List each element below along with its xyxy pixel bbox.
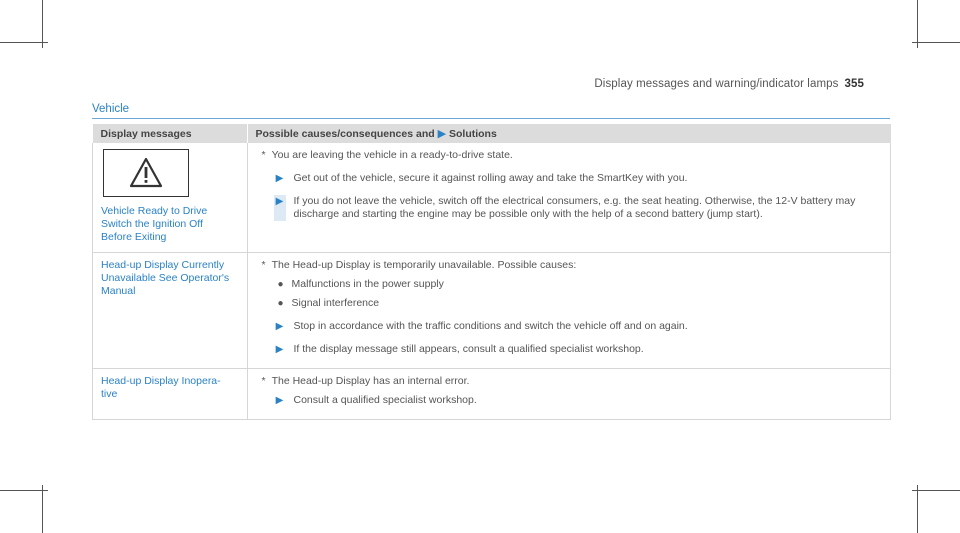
crop-mark (42, 0, 43, 48)
section-rule (92, 118, 890, 119)
crop-mark (917, 0, 918, 48)
warning-triangle-icon (103, 149, 189, 197)
col-header-causes: Possible causes/consequences and (255, 128, 435, 140)
cause-text: * The Head-up Display has an internal error. (261, 375, 470, 387)
message-name-line: Unavailable See Operator's (101, 272, 230, 284)
message-name-line: Head-up Display Inopera- (101, 375, 221, 387)
cause-bullet: ● Signal interference (277, 297, 380, 309)
message-name-line: Before Exiting (101, 231, 167, 243)
section-title: Vehicle (92, 103, 130, 115)
table-header-row (93, 124, 891, 143)
message-cell (93, 143, 248, 253)
page-header-title: Display messages and warning/indicator lamps (594, 78, 839, 90)
action-arrow-icon: ▶ (275, 173, 284, 184)
messages-table (92, 124, 891, 420)
message-name-line: tive (101, 388, 118, 400)
page-number: 355 (844, 78, 864, 90)
cause-text: * You are leaving the vehicle in a ready-to-drive state. (261, 149, 513, 161)
action-arrow-icon: ▶ (274, 195, 286, 221)
action-arrow-icon: ▶ (275, 395, 284, 406)
action-item: ▶ If the display message still appears, consult a qualified specialist workshop. (274, 343, 883, 356)
message-cell (93, 369, 248, 420)
message-name-line: Manual (101, 285, 136, 297)
action-item: ▶ Consult a qualified specialist workshop. (274, 394, 883, 407)
causes-cell (247, 143, 891, 253)
cause-text: * The Head-up Display is temporarily unavailable. Possible causes: (261, 259, 577, 271)
table-row (93, 253, 891, 369)
action-item: ▶ If you do not leave the vehicle, switch off the electrical consumers, e.g. the seat heating. Otherwise, the 12-V battery may discharge and starting the engine may be possible only with the help of a second battery (jump start). (274, 195, 883, 221)
col-header-causes-solutions (247, 124, 891, 143)
causes-cell (247, 369, 891, 420)
message-name-line: Switch the Ignition Off (101, 218, 203, 230)
crop-mark (917, 485, 918, 533)
crop-mark (0, 42, 48, 43)
crop-mark (0, 490, 48, 491)
page-header (594, 78, 864, 90)
cause-bullet: ● Malfunctions in the power supply (277, 278, 444, 290)
action-arrow-icon: ▶ (275, 344, 284, 355)
action-item: ▶ Get out of the vehicle, secure it against rolling away and take the SmartKey with you. (274, 172, 883, 185)
crop-mark (42, 485, 43, 533)
solution-arrow-icon: ▶ (437, 128, 447, 140)
table-row (93, 143, 891, 253)
col-header-solutions: Solutions (448, 128, 497, 140)
message-cell (93, 253, 248, 369)
col-header-display-messages: Display messages (93, 124, 248, 143)
action-arrow-icon: ▶ (275, 321, 284, 332)
crop-mark (912, 42, 960, 43)
action-item: ▶ Stop in accordance with the traffic conditions and switch the vehicle off and on again. (274, 320, 883, 333)
causes-cell (247, 253, 891, 369)
message-name-line: Vehicle Ready to Drive (101, 205, 208, 217)
message-name-line: Head-up Display Currently (101, 259, 225, 271)
table-row (93, 369, 891, 420)
crop-mark (912, 490, 960, 491)
